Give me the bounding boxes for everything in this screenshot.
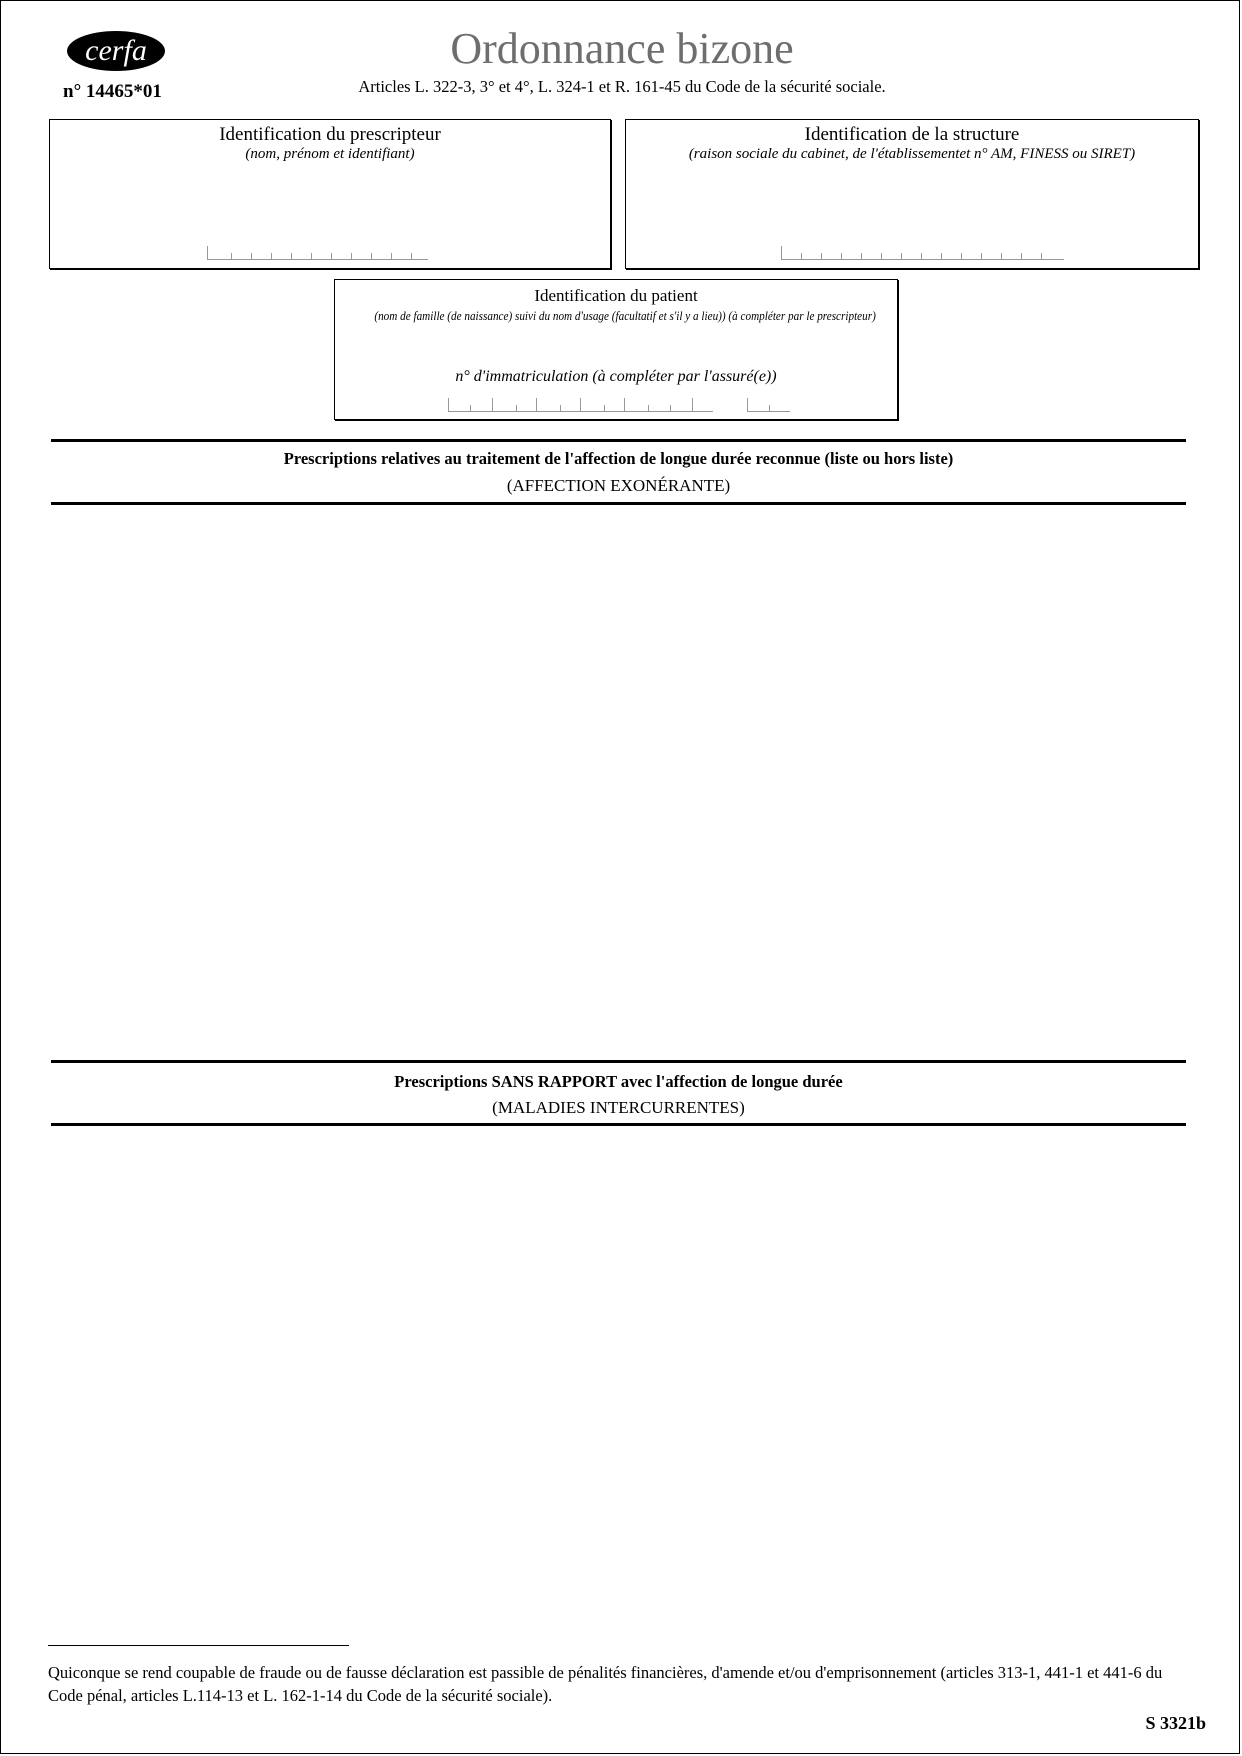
section-ald-subtitle: (AFFECTION EXONÉRANTE) <box>506 476 731 495</box>
form-reference-code: S 3321b <box>1145 1713 1206 1733</box>
structure-box-heading: Identification de la structure <box>804 124 1020 145</box>
prescriber-id-comb-field[interactable] <box>207 246 428 260</box>
patient-box-heading: Identification du patient <box>534 286 698 305</box>
prescriber-box-heading: Identification du prescripteur <box>219 124 441 145</box>
prescriber-identification-box[interactable] <box>49 119 611 269</box>
immatriculation-label: n° d'immatriculation (à compléter par l'assuré(e)) <box>455 368 777 385</box>
structure-id-comb-field[interactable] <box>781 246 1064 260</box>
immatriculation-number-comb-field[interactable] <box>448 398 713 412</box>
cerfa-logo: cerfa <box>67 31 165 71</box>
ald-prescriptions-area[interactable] <box>51 507 1186 1057</box>
immatriculation-key-comb-field[interactable] <box>747 398 790 412</box>
fraud-notice: Quiconque se rend coupable de fraude ou de fausse déclaration est passible de pénalités financières, d'amende et/ou d'emprisonnement (articles 313-1, 441-1 et 441-6 du Code pénal, articles L.114-13 et L. 162-1-14 du Code de la sécurité sociale). <box>48 1663 1163 1705</box>
structure-box-subheading: (raison sociale du cabinet, de l'établissementet n° AM, FINESS ou SIRET) <box>688 146 1136 162</box>
section-other-bottom-rule <box>51 1123 1186 1126</box>
section-other-top-rule <box>51 1060 1186 1063</box>
form-legal-reference: Articles L. 322-3, 3° et 4°, L. 324-1 et R. 161-45 du Code de la sécurité sociale. <box>358 77 886 96</box>
section-ald-bottom-rule <box>51 502 1186 505</box>
section-ald-title: Prescriptions relatives au traitement de l'affection de longue durée reconnue (liste ou hors liste) <box>283 449 954 468</box>
section-ald-top-rule <box>51 439 1186 442</box>
other-prescriptions-area[interactable] <box>51 1128 1186 1638</box>
patient-identification-box[interactable] <box>334 279 898 420</box>
section-other-title: Prescriptions SANS RAPPORT avec l'affection de longue durée <box>394 1072 843 1091</box>
prescriber-box-subheading: (nom, prénom et identifiant) <box>245 146 415 162</box>
form-title: Ordonnance bizone <box>450 24 794 73</box>
structure-identification-box[interactable] <box>625 119 1199 269</box>
section-other-subtitle: (MALADIES INTERCURRENTES) <box>492 1098 745 1117</box>
patient-box-subheading: (nom de famille (de naissance) suivi du nom d'usage (facultatif et s'il y a lieu)) (à compléter par le prescripteur) <box>374 308 876 323</box>
form-number: n° 14465*01 <box>63 81 162 102</box>
footer-separator <box>48 1645 349 1646</box>
